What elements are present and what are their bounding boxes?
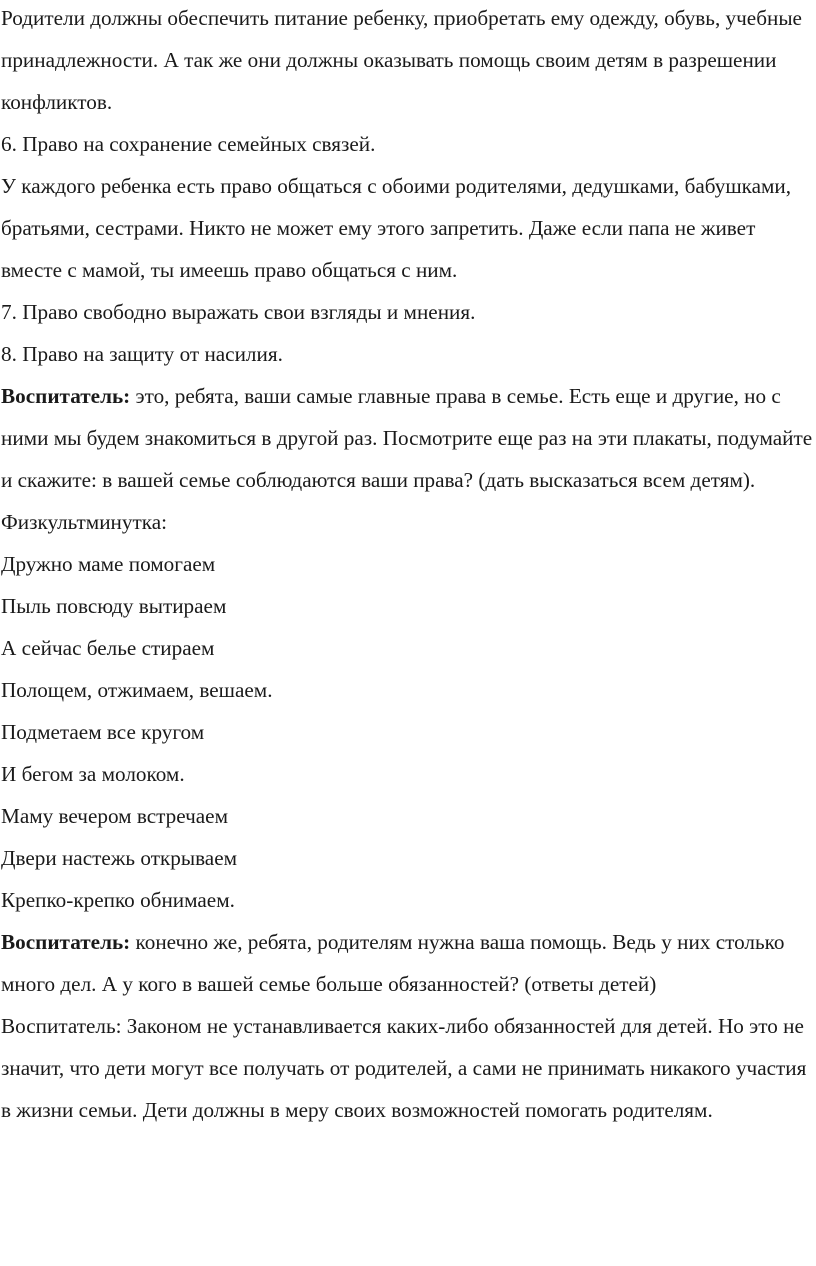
speaker-label: Воспитатель: <box>1 930 131 954</box>
poem-line: А сейчас белье стираем <box>1 636 215 660</box>
poem-line: Маму вечером встречаем <box>1 804 228 828</box>
speaker-text: это, ребята, ваши самые главные права в семье. Есть еще и другие, но с ними мы будем знакомиться в другой раз. Посмотрите еще раз на эти плакаты, подумайте и скажите: в вашей семье соблюдаются ваши права? (дать высказаться всем детям). <box>1 384 813 492</box>
poem-line: И бегом за молоком. <box>1 762 185 786</box>
paragraph: Воспитатель: Законом не устанавливается каких-либо обязанностей для детей. Но это не значит, что дети могут все получать от родителей, а сами не принимать никакого участия в жизни семьи. Дети должны в меру своих возможностей помогать родителям. <box>1 1014 807 1122</box>
list-item-heading: 8. Право на защиту от насилия. <box>1 342 283 366</box>
paragraph <box>1 375 816 501</box>
poem-line: Полощем, отжимаем, вешаем. <box>1 678 273 702</box>
poem-line: Крепко-крепко обнимаем. <box>1 888 235 912</box>
speaker-text: конечно же, ребята, родителям нужна ваша помощь. Ведь у них столько много дел. А у кого в вашей семье больше обязанностей? (ответы детей) <box>1 930 785 996</box>
paragraph: Родители должны обеспечить питание ребенку, приобретать ему одежду, обувь, учебные принадлежности. А так же они должны оказывать помощь своим детям в разрешении конфликтов. <box>1 6 802 114</box>
poem-line: Дружно маме помогаем <box>1 552 216 576</box>
poem-line: Подметаем все кругом <box>1 720 205 744</box>
list-item-heading: 6. Право на сохранение семейных связей. <box>1 132 376 156</box>
poem-line: Пыль повсюду вытираем <box>1 594 227 618</box>
paragraph <box>1 921 816 1005</box>
speaker-label: Воспитатель: <box>1 384 131 408</box>
paragraph: Физкультминутка: <box>1 510 167 534</box>
paragraph: У каждого ребенка есть право общаться с обоими родителями, дедушками, бабушками, братьями, сестрами. Никто не может ему этого запретить. Даже если папа не живет вместе с мамой, ты имеешь право общаться с ним. <box>1 174 792 282</box>
list-item-heading: 7. Право свободно выражать свои взгляды и мнения. <box>1 300 476 324</box>
poem-line: Двери настежь открываем <box>1 846 238 870</box>
